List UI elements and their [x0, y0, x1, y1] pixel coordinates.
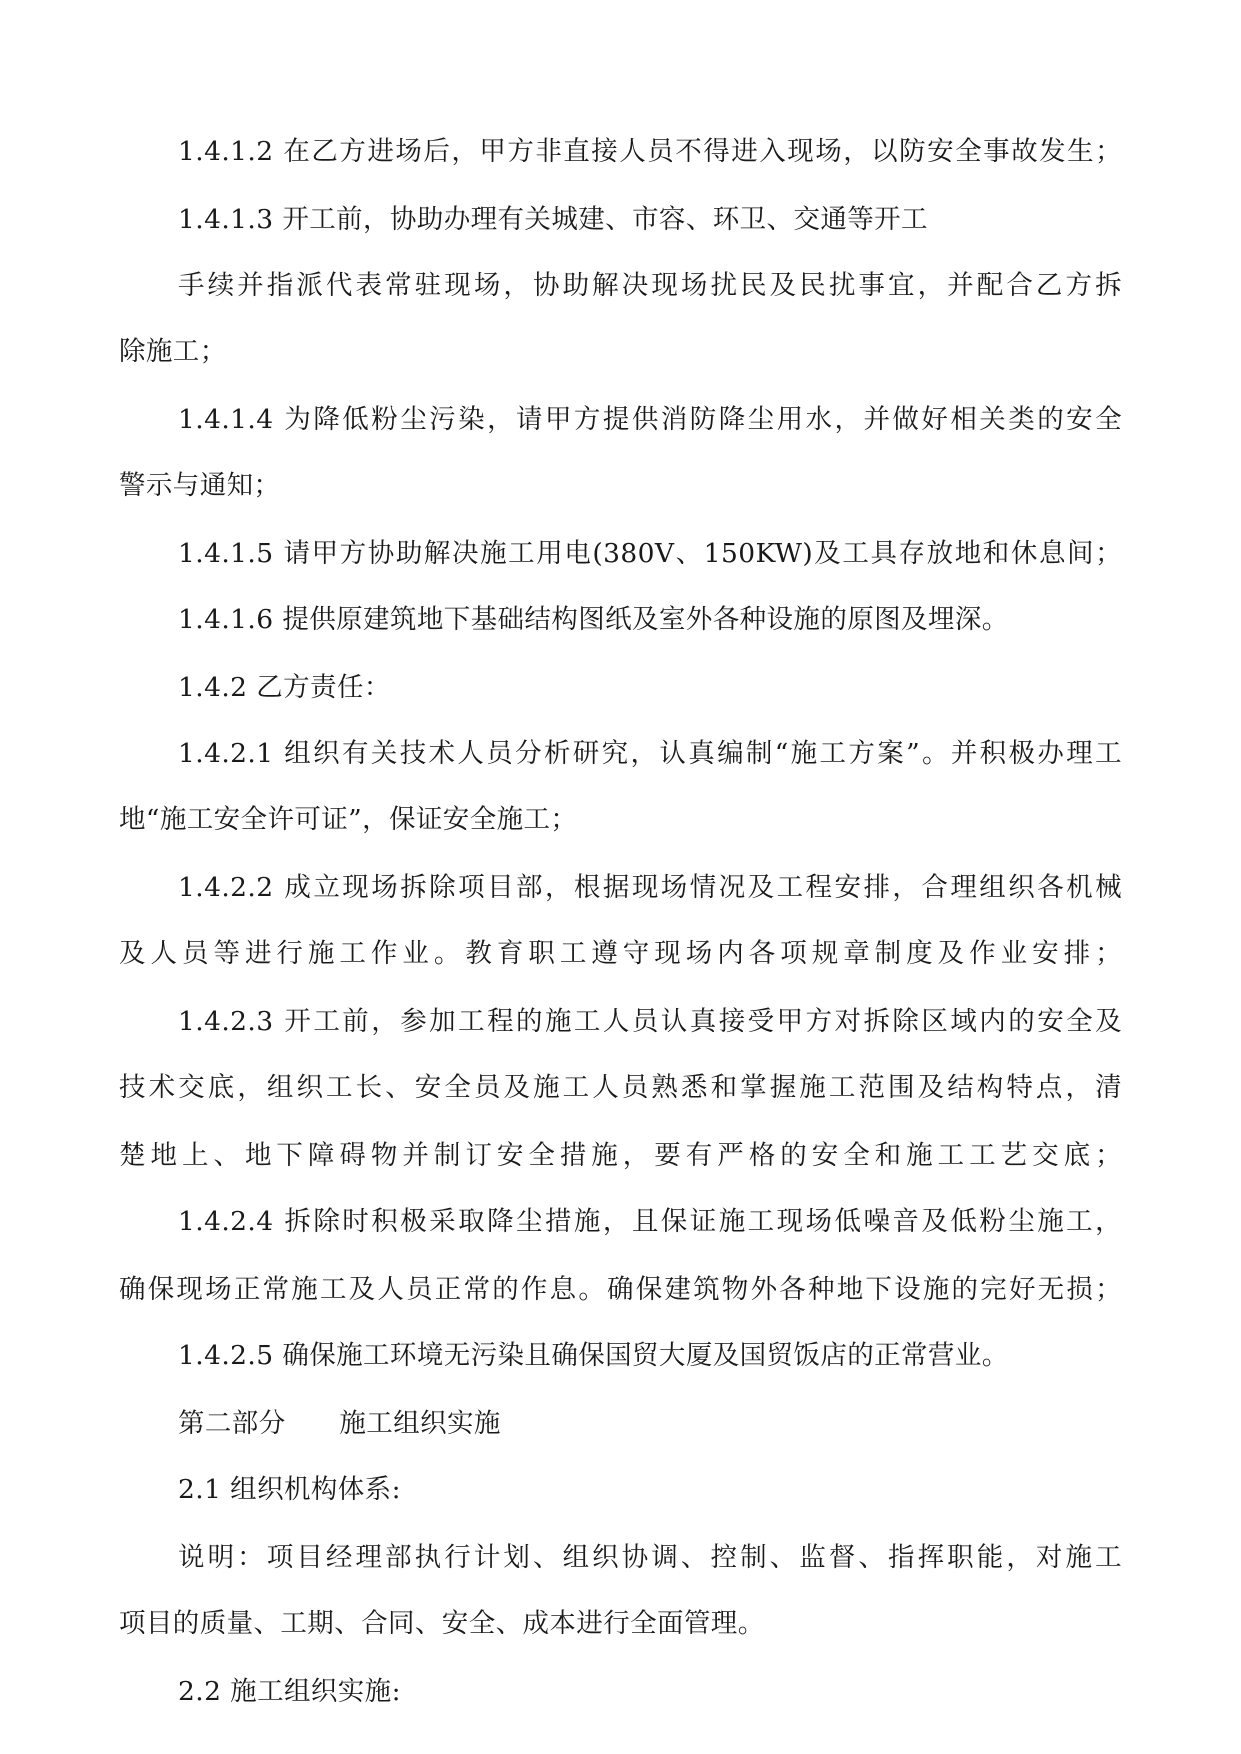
clause-1-4-2-1: 1.4.2.1 组织有关技术人员分析研究，认真编制“施工方案”。并积极办理工 — [178, 738, 1122, 769]
clause-1-4-1-6: 1.4.1.6 提供原建筑地下基础结构图纸及室外各种设施的原图及埋深。 — [178, 604, 1009, 635]
clause-1-4-2-5: 1.4.2.5 确保施工环境无污染且确保国贸大厦及国贸饭店的正常营业。 — [178, 1340, 1009, 1371]
clause-1-4-2-2: 1.4.2.2 成立现场拆除项目部，根据现场情况及工程安排，合理组织各机械 — [178, 872, 1122, 903]
section-2-2-heading: 2.2 施工组织实施: — [178, 1676, 401, 1707]
clause-1-4-1-3-end: 除施工； — [119, 336, 227, 367]
clause-1-4-2-1-end: 地“施工安全许可证”，保证安全施工； — [119, 804, 578, 835]
clause-1-4-2-2-end: 及人员等进行施工作业。教育职工遵守现场内各项规章制度及作业安排； — [119, 938, 1122, 969]
clause-1-4-1-3-cont: 手续并指派代表常驻现场，协助解决现场扰民及民扰事宜，并配合乙方拆 — [178, 270, 1122, 301]
section-2-1-description-end: 项目的质量、工期、合同、安全、成本进行全面管理。 — [119, 1608, 765, 1639]
clause-1-4-2-4-end: 确保现场正常施工及人员正常的作息。确保建筑物外各种地下设施的完好无损； — [119, 1274, 1122, 1305]
clause-1-4-2-3: 1.4.2.3 开工前，参加工程的施工人员认真接受甲方对拆除区域内的安全及 — [178, 1006, 1122, 1037]
clause-1-4-2-4: 1.4.2.4 拆除时积极采取降尘措施，且保证施工现场低噪音及低粉尘施工， — [178, 1206, 1122, 1237]
clause-1-4-1-4-end: 警示与通知； — [119, 470, 281, 501]
clause-1-4-1-4: 1.4.1.4 为降低粉尘污染，请甲方提供消防降尘用水，并做好相关类的安全 — [178, 404, 1122, 435]
clause-1-4-2-3-cont: 技术交底，组织工长、安全员及施工人员熟悉和掌握施工范围及结构特点，清 — [119, 1072, 1122, 1103]
section-1-4-2-heading: 1.4.2 乙方责任： — [178, 672, 391, 703]
section-2-1-heading: 2.1 组织机构体系: — [178, 1474, 401, 1505]
clause-1-4-2-3-end: 楚地上、地下障碍物并制订安全措施，要有严格的安全和施工工艺交底； — [119, 1140, 1122, 1171]
clause-1-4-1-2: 1.4.1.2 在乙方进场后，甲方非直接人员不得进入现场，以防安全事故发生； — [178, 136, 1122, 167]
clause-1-4-1-3: 1.4.1.3 开工前，协助办理有关城建、市容、环卫、交通等开工 — [178, 204, 928, 235]
section-2-1-description: 说明：项目经理部执行计划、组织协调、控制、监督、指挥职能，对施工 — [178, 1542, 1122, 1573]
clause-1-4-1-5: 1.4.1.5 请甲方协助解决施工用电(380V、150KW)及工具存放地和休息间； — [178, 538, 1122, 569]
part-two-heading: 第二部分 施工组织实施 — [178, 1408, 501, 1439]
